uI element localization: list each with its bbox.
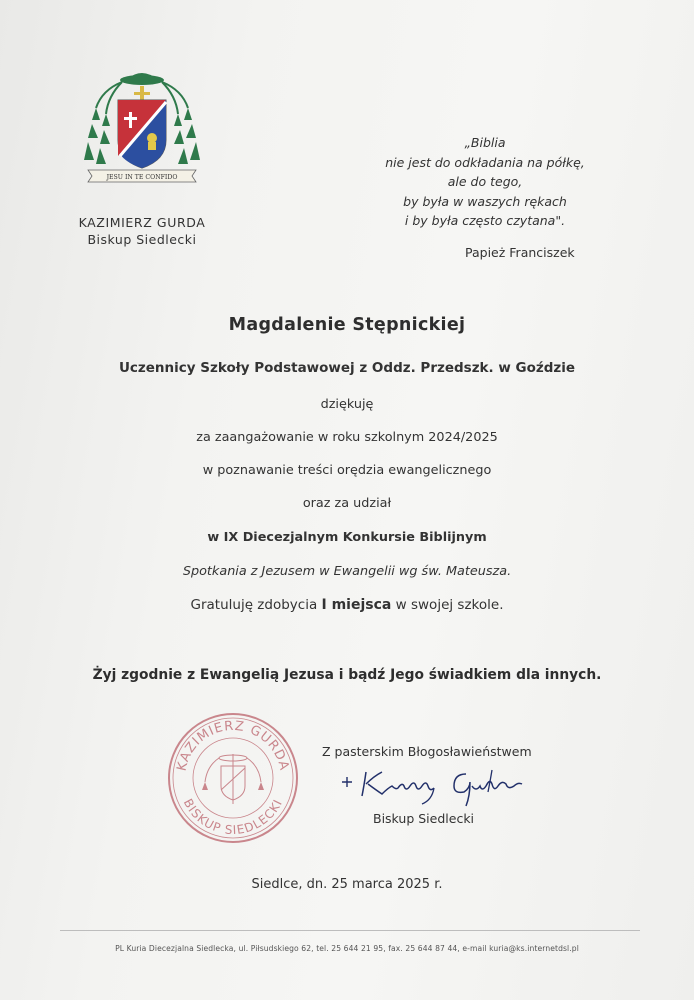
issuer-name: KAZIMIERZ GURDA	[78, 215, 206, 230]
quote-author: Papież Franciszek	[465, 245, 575, 260]
contest-theme: Spotkania z Jezusem w Ewangelii wg św. Mateusza.	[182, 564, 512, 579]
congratulations-text	[0, 597, 694, 613]
quote-line: by była w waszych rękach	[403, 193, 567, 209]
seal-stamp-icon	[163, 708, 303, 848]
footer-contact: PL Kuria Diecezjalna Siedlecka, ul. Piłsudskiego 62, tel. 25 644 21 95, fax. 25 644 87 44, e-mail kuria@ks.internetdsl.pl	[115, 944, 579, 953]
quote-line: i by była często czytana".	[404, 213, 566, 228]
quote-line: „Biblia	[464, 135, 506, 150]
signer-title: Biskup Siedlecki	[373, 811, 475, 826]
congrats-after: w swojej szkole.	[391, 597, 504, 613]
motto-text: Żyj zgodnie z Ewangelią Jezusa i bądź Jego świadkiem dla innych.	[92, 667, 602, 683]
issue-date: Siedlce, dn. 25 marca 2025 r.	[251, 877, 443, 892]
contest-name: w IX Diecezjalnym Konkursie Biblijnym	[207, 530, 487, 545]
recipient-school: Uczennicy Szkoły Podstawowej z Oddz. Przedszk. w Goździe	[118, 360, 576, 376]
signature-icon	[338, 760, 538, 810]
congrats-before: Gratuluję zdobycia	[190, 597, 322, 613]
quote-line: nie jest do odkładania na półkę,	[385, 154, 585, 170]
thanks-text: dziękuję	[320, 397, 374, 412]
issuer-title: Biskup Siedlecki	[87, 232, 197, 247]
gospel-text: w poznawanie treści orędzia ewangelicznego	[202, 463, 492, 478]
coat-motto-text: JESU IN TE CONFIDO	[106, 174, 178, 181]
seal-top-text: KAZIMIERZ GURDA	[174, 718, 292, 773]
closing-text: Z pasterskim Błogosławieństwem	[322, 744, 532, 759]
quote-line: ale do tego,	[447, 174, 523, 189]
seal-bottom-text: BISKUP SIEDLECKI	[180, 796, 286, 838]
quote-block	[360, 133, 610, 231]
engagement-text: za zaangażowanie w roku szkolnym 2024/2025	[196, 430, 498, 445]
participation-text: oraz za udział	[302, 496, 392, 511]
awarded-place: I miejsca	[321, 597, 392, 613]
footer-divider	[60, 930, 640, 931]
recipient-name: Magdalenie Stępnickiej	[228, 315, 466, 335]
coat-of-arms-icon	[82, 68, 202, 196]
